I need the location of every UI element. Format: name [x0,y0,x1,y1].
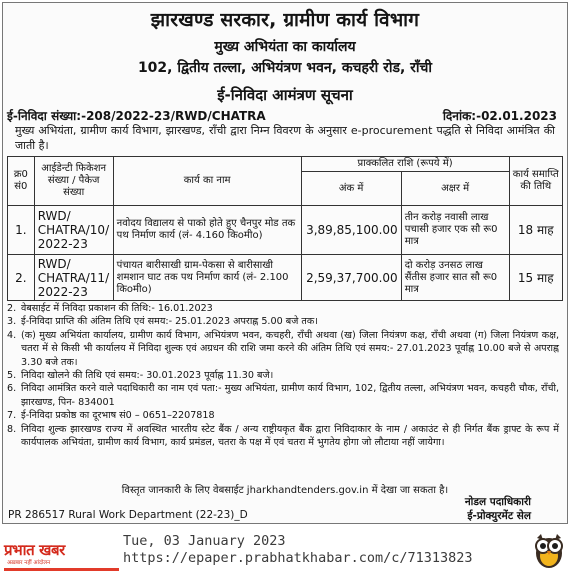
tender-number-label: ई-निविदा संख्या:- [7,109,87,123]
row-identification: RWD/ CHATRA/11/ 2022-23 [34,255,113,301]
header-identification: आईडेन्टी फिकेशन संख्या / पैकेज संख्या [34,157,113,206]
note-text: (क) मुख्य अभियंता कार्यालय, ग्रामीण कार्य विभाग, अभियंत्रण भवन, कचहरी, राँची अथवा (ख) जिला नियंत्रण कक्ष, राँची अथवा (ग) जिला नियंत्रण कक्ष, चतरा में से किसी भी कार्यालय में निविदा शुल्क एवं अग्रधन की राशि जमा करने की अंतिम तिथि एवं समय:- 27.01.2023 पूर्वाह्न 10.00 बजे से अपराह्न 3.30 बजे तक। [21,329,559,368]
row-serial: 1. [8,206,35,255]
row-amount: 3,89,85,100.00 [301,206,401,255]
row-amount-words: दो करोड़ उनसठ लाख सैंतीस हजार सात सौ रू0 मात्र [401,255,509,301]
note-text: निविदा आमंत्रित करने वाले पदाधिकारी का नाम एवं पता:- मुख्य अभियंता, ग्रामीण कार्य विभाग, 102, द्वितीय तल्ला, अभियंत्रण भवन, कचहरी चौक, राँची, झारखण्ड, पिन- 834001 [21,383,559,408]
header-cost-figures: अंक में [301,172,401,206]
newspaper-logo[interactable] [4,540,119,571]
list-item [7,382,559,409]
epaper-url[interactable]: https://epaper.prabhatkhabar.com/c/71313823 [123,550,473,566]
note-number: 8. [7,423,17,435]
publication-info [123,533,473,567]
list-item [7,302,559,315]
row-amount: 2,59,37,700.00 [301,255,401,301]
publication-date: Tue, 03 January 2023 [123,533,286,549]
note-number: 4. [7,329,17,341]
website-note: विस्तृत जानकारी के लिए वेबसाईट jharkhandtenders.gov.in में देखा जा सकता है। [121,485,449,496]
table-row [8,206,563,255]
row-serial: 2. [8,255,35,301]
signatory-title: नोडल पदाधिकारी [464,496,531,508]
list-item [7,329,559,369]
logo-tagline: अख़बार नहीं आंदोलन [7,560,51,566]
header-completion-period: कार्य समाप्ति की तिथि [509,157,562,206]
row-amount-words: तीन करोड़ नवासी लाख पचासी हजार एक सौ रू0 मात्र [401,206,509,255]
header-estimated-cost: प्राक्कलित राशि (रूपये में) [301,157,509,172]
note-text: निविदा खोलने की तिथि एवं समय:- 30.01.2023 पूर्वाह्न 11.30 बजे। [21,370,274,382]
tender-date [443,107,557,124]
row-work-name: नवोदय विद्यालय से पाको होते हुए चैनपुर मोड तक पथ निर्माण कार्य (लं- 4.160 किoमीo) [113,206,301,255]
list-item [7,409,559,422]
tender-date-value: 02.01.2023 [481,109,557,123]
logo-brand: प्रभात खबर [4,541,65,559]
tender-notice [2,2,568,524]
note-text: निविदा शुल्क झारखण्ड राज्य में अवस्थित भारतीय स्टेट बैंक / अन्य राष्ट्रीयकृत बैंक द्वारा निविदाकार के नाम / अकाउंट से ही निर्गत बैंक ड्राफ्ट के रूप में कार्यपालक अभियंता, ग्रामीण कार्य विभाग, कार्य प्रमंडल, चतरा के पक्ष में एवं चतरा में भुगतेय होगा जो लौटाया नहीं जायेगा। [21,423,559,449]
pr-number: PR 286517 Rural Work Department (22-23)_D [8,509,248,521]
signatory-cell: ई-प्रोक्युरमेंट सेल [467,510,531,522]
note-text: वेबसाईट में निविदा प्रकाशन की तिथि:- 16.01.2023 [21,303,213,314]
tender-number: 208/2022-23/RWD/CHATRA [86,109,266,123]
list-item [7,369,559,382]
note-number: 5. [7,370,17,382]
header-serial: क्र0 सं0 [8,157,35,206]
note-number: 7. [7,410,17,422]
note-number: 6. [7,383,17,395]
intro-text: मुख्य अभियंता, ग्रामीण कार्य विभाग, झारखण्ड, राँची द्वारा निम्न विवरण के अनुसार e-procurement पद्धति से निविदा आमंत्रित की जाती है। [15,124,555,152]
row-work-name: पंचायत बारीसाखी ग्राम-पेकसा से बारीसाखी शमशान घाट तक पथ निर्माण कार्य (लं- 2.100 किoमीo) [113,255,301,301]
tender-reference [7,107,557,121]
note-number: 2. [7,303,17,314]
header-cost-words: अक्षर में [401,172,509,206]
row-identification: RWD/ CHATRA/10/ 2022-23 [34,206,113,255]
works-table [7,156,563,301]
department-heading: झारखण्ड सरकार, ग्रामीण कार्य विभाग [150,9,420,31]
row-period: 15 माह [509,255,562,301]
office-name: मुख्य अभियंता का कार्यालय [214,39,356,55]
office-address: 102, द्वितीय तल्ला, अभियंत्रण भवन, कचहरी रोड, राँची [137,60,433,76]
owl-mascot-icon [532,531,566,569]
notice-title: ई-निविदा आमंत्रण सूचना [217,86,353,104]
notes-list [7,302,559,449]
table-row [8,255,563,301]
row-period: 18 माह [509,206,562,255]
note-text: ई-निविदा प्राप्ति की अंतिम तिथि एवं समय:- 25.01.2023 अपराह्न 5.00 बजे तक। [21,316,318,328]
list-item [7,423,559,450]
header-work-name: कार्य का नाम [113,157,301,206]
list-item [7,315,559,328]
tender-date-label: दिनांक:- [442,109,482,123]
note-number: 3. [7,316,17,328]
note-text: ई-निविदा प्रकोष्ठ का दूरभाष सं0 – 0651–2207818 [21,410,215,422]
